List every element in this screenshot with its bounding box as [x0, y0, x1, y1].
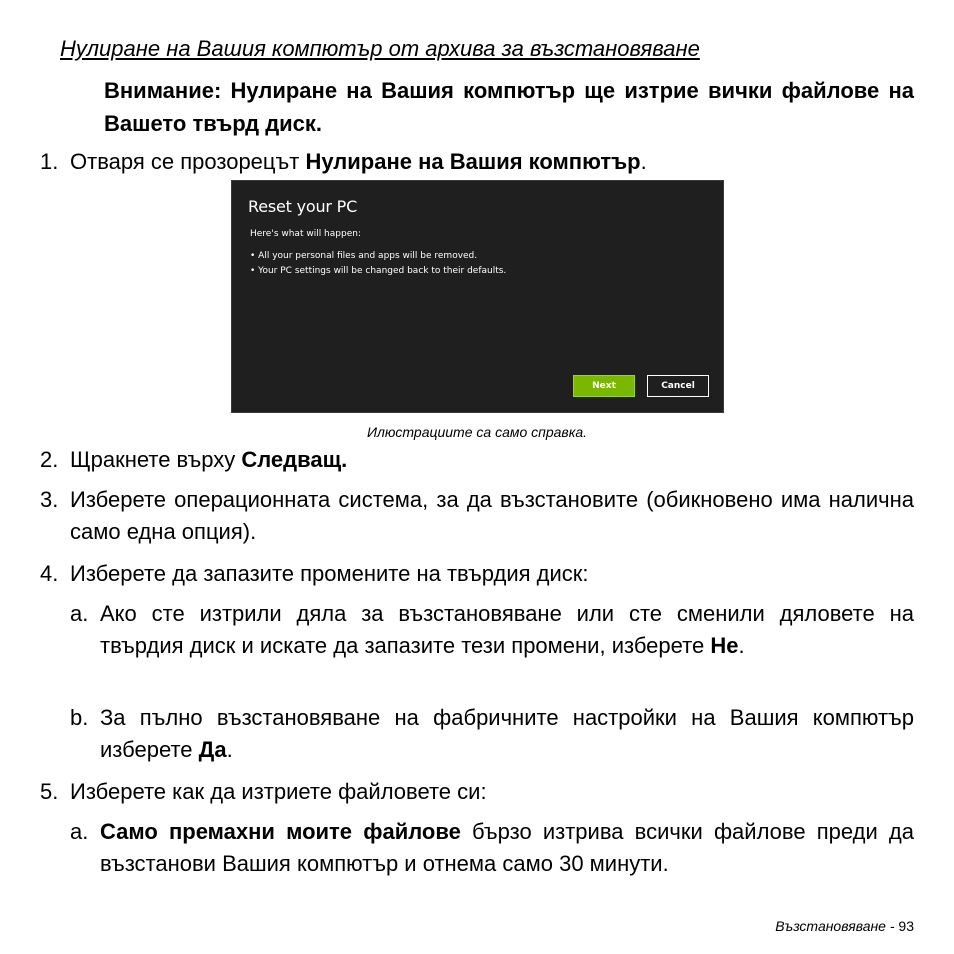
step-text — [70, 146, 914, 178]
footer-section: Възстановяване - — [775, 918, 895, 934]
step-text-bold: Не — [710, 633, 739, 658]
screenshot-bullet: • Your PC settings will be changed back to their defaults. — [250, 266, 507, 276]
screenshot-subtitle: Here's what will happen: — [250, 229, 361, 239]
step-text: Изберете операционната система, за да възстановите (обикновено има налична само една опция). — [70, 487, 914, 544]
step-number: b. — [70, 705, 89, 730]
page-footer — [775, 918, 914, 934]
step-text-bold: Нулиране на Вашия компютър — [305, 149, 641, 174]
step-text-plain: За пълно възстановяване на фабричните настройки на Вашия компютър изберете — [100, 705, 914, 762]
page-number: 93 — [898, 918, 914, 934]
step-text-plain: Ако сте изтрили дяла за възстановяване или сте сменили дяловете на твърдия диск и искате да запазите тези промени, изберете — [100, 601, 914, 658]
warning-note: Внимание: Нулиране на Вашия компютър ще изтрие вички файлове на Вашето твърд диск. — [104, 78, 914, 136]
step-text-plain: Отваря се прозорецът — [70, 149, 306, 174]
step-number: a. — [70, 601, 89, 626]
step-number: 1. — [40, 149, 59, 174]
step-number: 3. — [40, 487, 59, 512]
step-text-plain: бързо изтрива всички файлове преди да възстанови Вашия компютър и отнема само 30 минути. — [100, 819, 914, 876]
step-number: 2. — [40, 447, 59, 472]
step-text-bold: Следващ. — [241, 447, 348, 472]
step-text — [100, 816, 914, 880]
step-text-plain: . — [226, 737, 233, 762]
cancel-button[interactable]: Cancel — [647, 375, 709, 397]
step-number: 5. — [40, 779, 59, 804]
screenshot-bullet: • All your personal files and apps will be removed. — [250, 251, 478, 261]
reset-pc-screenshot — [231, 180, 724, 413]
figure-caption: Илюстрациите са само справка. — [366, 424, 588, 440]
step-text: Изберете как да изтриете файловете си: — [70, 779, 487, 804]
step-text-plain: Щракнете върху — [70, 447, 242, 472]
next-button[interactable]: Next — [573, 375, 635, 397]
section-title: Нулиране на Вашия компютър от архива за възстановяване — [60, 36, 700, 61]
step-text-bold: Да — [198, 737, 227, 762]
step-text — [100, 598, 914, 662]
step-number: a. — [70, 819, 89, 844]
screenshot-title: Reset your PC — [248, 197, 358, 216]
step-text-plain: . — [738, 633, 745, 658]
step-text-plain: . — [640, 149, 647, 174]
step-text-bold: Само премахни моите файлове — [100, 819, 461, 844]
step-text — [70, 444, 914, 476]
step-text — [100, 702, 914, 766]
step-number: 4. — [40, 561, 59, 586]
step-text: Изберете да запазите промените на твърдия диск: — [70, 561, 589, 586]
